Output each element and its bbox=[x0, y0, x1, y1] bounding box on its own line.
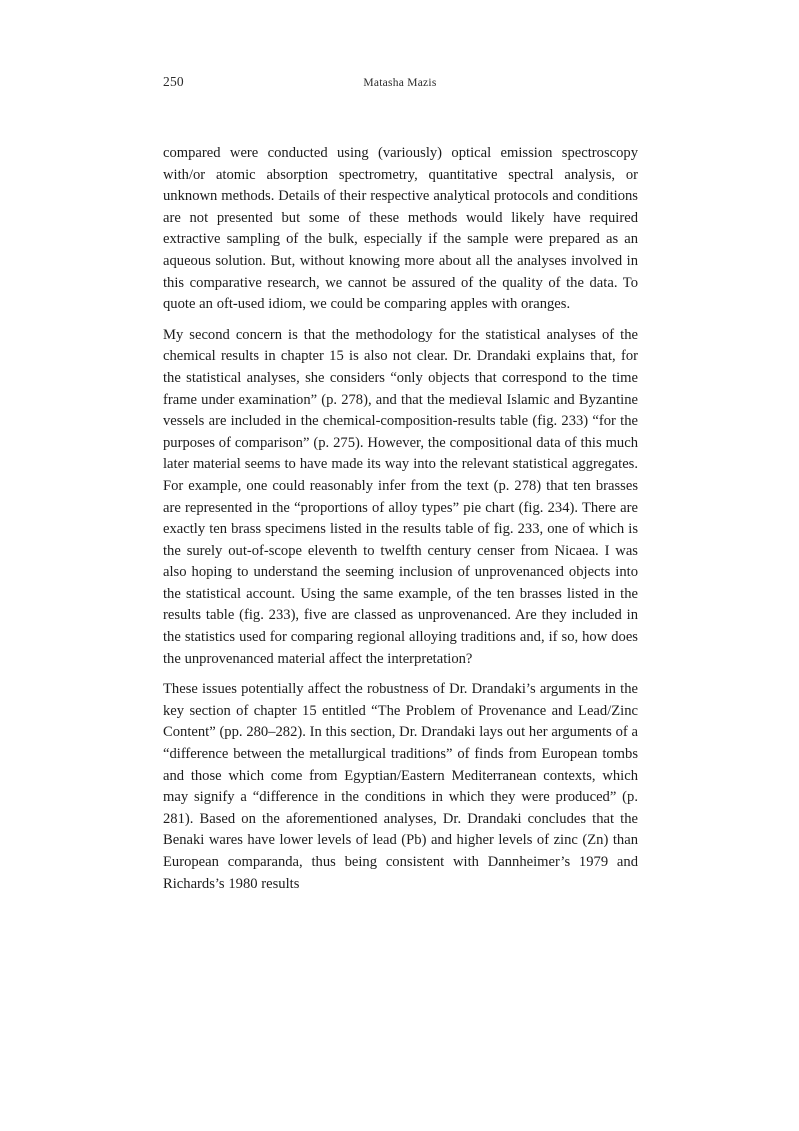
paragraph: compared were conducted using (variously) optical emission spectroscopy with/or atomic absorption spectrometry, quantitative spectral analysis, or unknown methods. Details of their respective analytical protocols and conditions are not presented but some of these methods would likely have required extractive sampling of the bulk, especially if the sample were prepared as an aqueous solution. But, without knowing more about all the analyses involved in this comparative research, we cannot be assured of the quality of the data. To quote an oft-used idiom, we could be comparing apples with oranges. bbox=[163, 145, 638, 313]
page-header bbox=[163, 72, 637, 92]
paragraph: These issues potentially affect the robustness of Dr. Drandaki’s arguments in the key section of chapter 15 entitled “The Problem of Provenance and Lead/Zinc Content” (pp. 280–282). In this section, Dr. Drandaki lays out her arguments of a “difference between the metallurgical traditions” of finds from European tombs and those which come from Egyptian/Eastern Mediterranean contexts, which may signify a “difference in the conditions in which they were produced” (p. 281). Based on the aforementioned analyses, Dr. Drandaki concludes that the Benaki wares have lower levels of lead (Pb) and higher levels of zinc (Zn) than European comparanda, thus being consistent with Dannheimer’s 1979 and Richards’s 1980 results bbox=[163, 681, 638, 892]
running-head-title: Matasha Mazis bbox=[363, 77, 437, 89]
page-number: 250 bbox=[163, 74, 184, 89]
body-text-block bbox=[163, 143, 638, 895]
paragraph: My second concern is that the methodology for the statistical analyses of the chemical results in chapter 15 is also not clear. Dr. Drandaki explains that, for the statistical analyses, she considers “only objects that correspond to the time frame under examination” (p. 278), and that the medieval Islamic and Byzantine vessels are included in the chemical-composition-results table (fig. 233) “for the purposes of comparison” (p. 275). However, the compositional data of this much later material seems to have made its way into the relevant statistical aggregates. For example, one could reasonably infer from the text (p. 278) that ten brasses are represented in the “proportions of alloy types” pie chart (fig. 234). There are exactly ten brass specimens listed in the results table of fig. 233, one of which is the surely out-of-scope eleventh to twelfth century censer from Nicaea. I was also hoping to understand the seeming inclusion of unprovenanced objects into the statistical account. Using the same example, of the ten brasses listed in the results table (fig. 233), five are classed as unprovenanced. Are they included in the statistics used for comparing regional alloying traditions and, if so, how does the unprovenanced material affect the interpretation? bbox=[163, 326, 638, 667]
